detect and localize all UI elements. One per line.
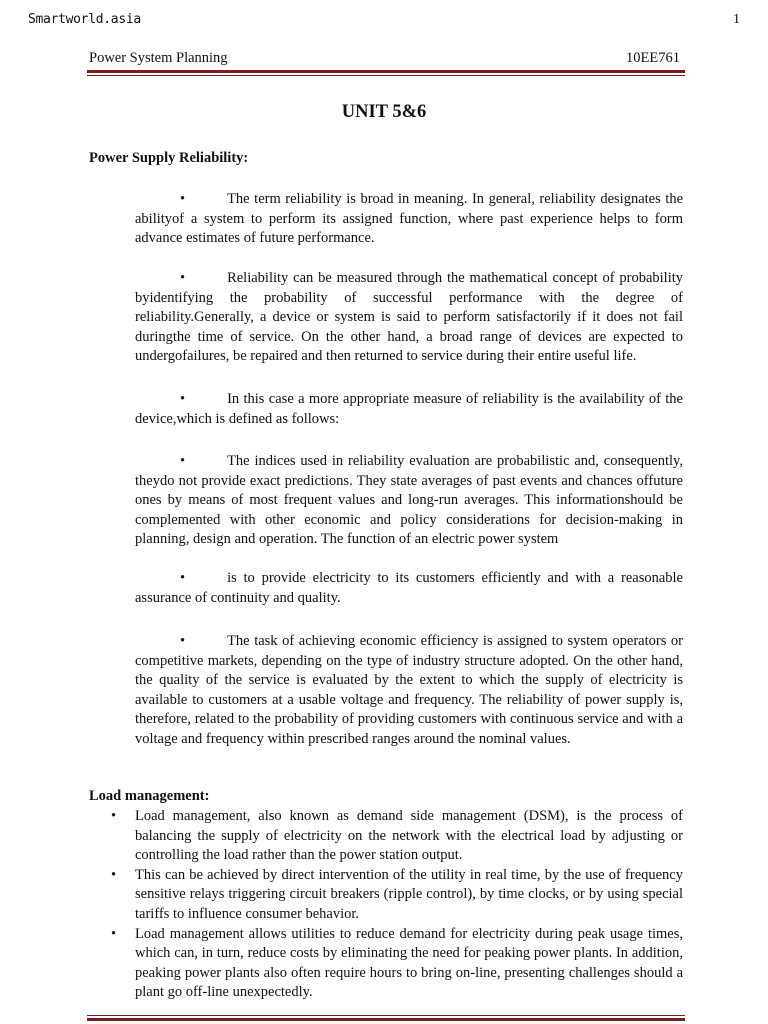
section-heading-reliability: Power Supply Reliability: — [89, 150, 249, 166]
section-heading-load-management: Load management: — [89, 788, 210, 804]
header-rule-thick — [87, 70, 685, 73]
bullet-dot: • — [180, 270, 186, 286]
bullet-dot: • — [180, 453, 186, 469]
footer-rule-thick — [87, 1018, 685, 1021]
bullet-dot: • — [180, 570, 186, 586]
paragraph: • is to provide electricity to its customers efficiently and with a reasonable assurance of continuity and quality. — [135, 570, 683, 606]
paragraph: • Reliability can be measured through the mathematical concept of probability byidentifying the probability of successful performance with the degree of reliability.Generally, a device or system is said to perform satisfactorily if it does not fail duringthe time of service. On the other hand, a broad range of devices are expected to undergofailures, be repaired and then returned to service during their entire useful life. — [135, 270, 683, 365]
course-title: Power System Planning — [89, 50, 228, 66]
footer-rule-thin — [87, 1015, 685, 1016]
paragraph: • The task of achieving economic efficiency is assigned to system operators or competitive markets, depending on the type of industry structure adopted. On the other hand, the quality of the service is evaluated by the extent to which the supply of electricity is available to customers at a usable voltage and frequency. The reliability of power supply is, therefore, related to the probability of providing customers with continuous service and with a voltage and frequency within prescribed ranges around the nominal values. — [135, 633, 683, 747]
list-item: • This can be achieved by direct intervention of the utility in real time, by the use of frequency sensitive relays triggering circuit breakers (ripple control), by time clocks, or by using special tariffs to influence consumer behavior. — [111, 866, 683, 922]
paragraph: • The term reliability is broad in meaning. In general, reliability designates the abilityof a system to perform its assigned function, where past experience helps to form advance estimates of future performance. — [135, 191, 683, 247]
list-item: • Load management, also known as demand side management (DSM), is the process of balancing the supply of electricity on the network with the electrical load by adjusting or controlling the load rather than the power station output. — [111, 808, 683, 864]
list-item: • Load management allows utilities to reduce demand for electricity during peak usage times, which can, in turn, reduce costs by eliminating the need for peaking power plants. In addition, peaking power plants also often require hours to bring on-line, presenting challenges should a plant go off-line unexpectedly. — [111, 925, 683, 1001]
paragraph: • In this case a more appropriate measure of reliability is the availability of the device,which is defined as follows: — [135, 391, 683, 427]
course-code: 10EE761 — [626, 50, 680, 66]
header-rule-thin — [87, 75, 685, 76]
bullet-dot: • — [180, 633, 186, 649]
paragraph: • The indices used in reliability evaluation are probabilistic and, consequently, theydo not provide exact predictions. They state averages of past events and chances offuture ones by means of most frequent values and long-run averages. This informationshould be complemented with other economic and policy considerations for decision-making in planning, design and operation. The function of an electric power system — [135, 453, 683, 548]
unit-title: UNIT 5&6 — [341, 102, 427, 122]
page-number: 1 — [733, 12, 740, 27]
bullet-dot: • — [180, 391, 186, 407]
bullet-dot: • — [180, 191, 186, 207]
bullet-dot: • — [111, 866, 117, 883]
bullet-dot: • — [111, 808, 117, 824]
site-watermark: Smartworld.asia — [28, 12, 141, 27]
load-management-list — [89, 807, 683, 1003]
bullet-dot: • — [111, 925, 117, 942]
